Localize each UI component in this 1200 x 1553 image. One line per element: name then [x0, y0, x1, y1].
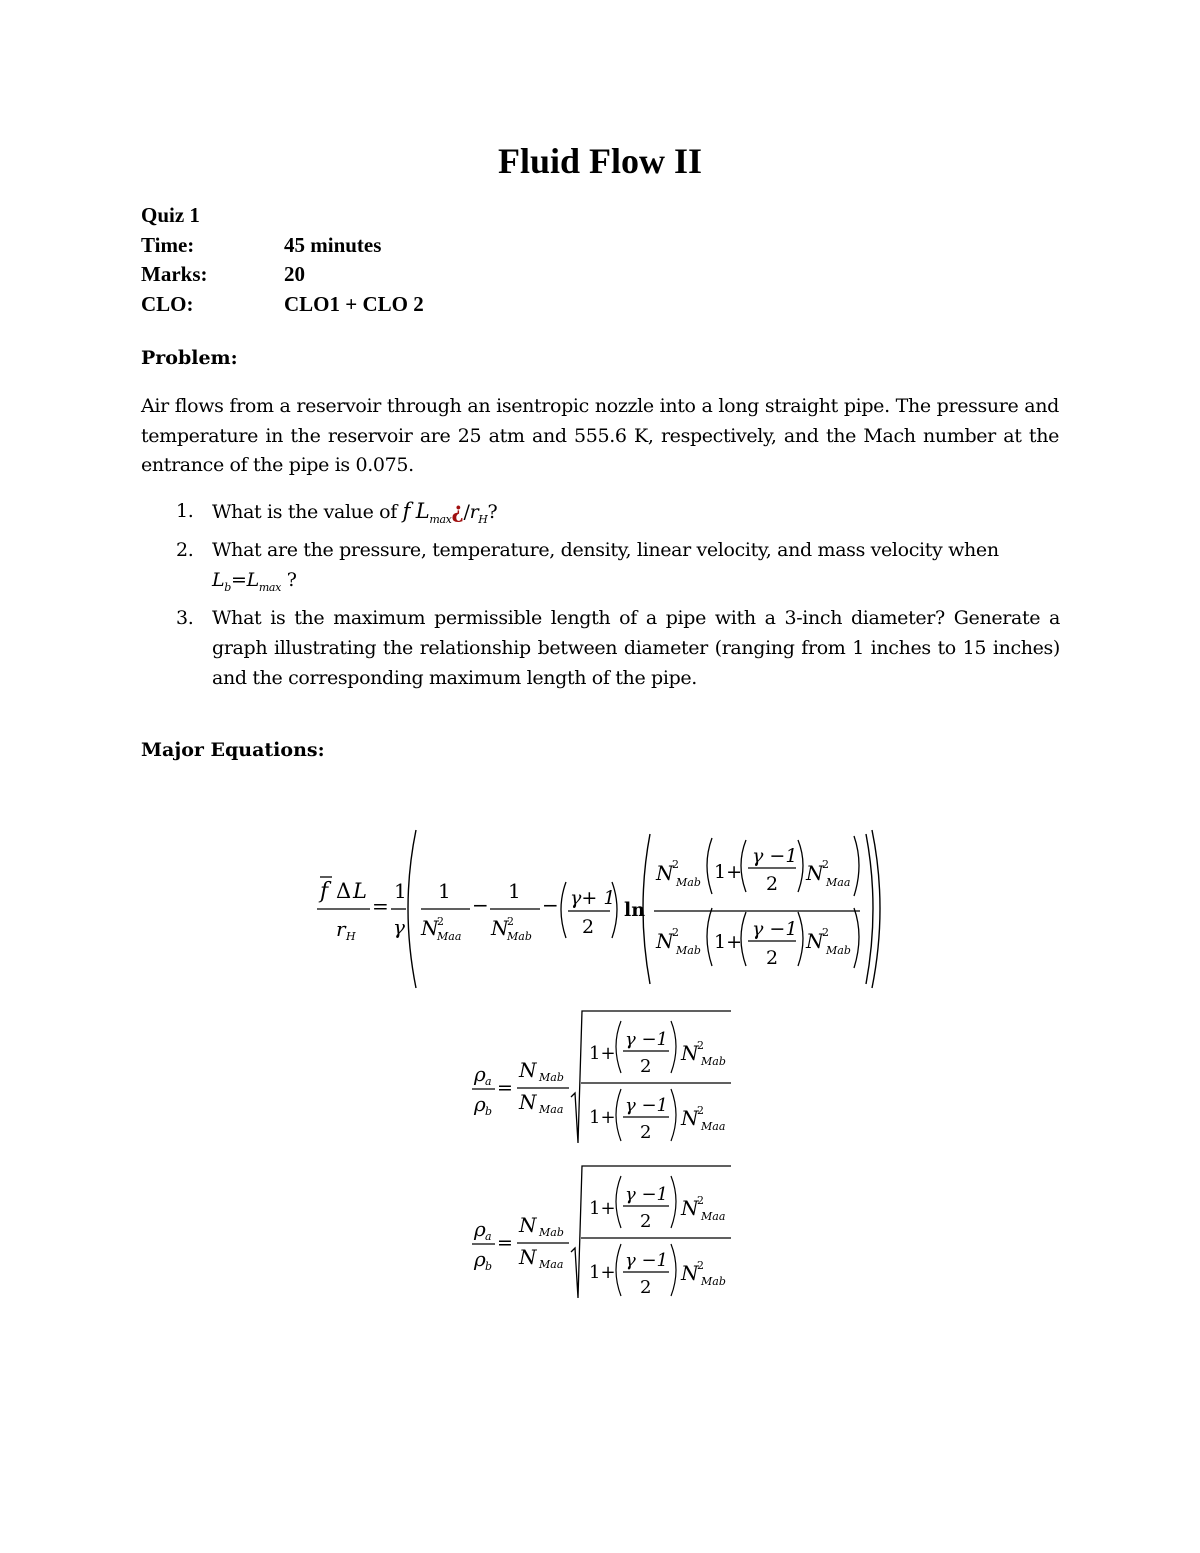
eq-sub-Mab: Mab — [507, 930, 532, 943]
eq-right-paren — [866, 834, 873, 984]
eq-N: N — [681, 1196, 699, 1220]
question-number: 2. — [176, 539, 194, 561]
eq-gamma-minus-1: γ −1 — [625, 1250, 669, 1271]
eq-two: 2 — [766, 873, 779, 895]
equation-density-ratio-1 — [465, 1005, 755, 1150]
question-3 — [170, 603, 1060, 693]
problem-heading: Problem: — [141, 347, 238, 369]
eq-left-paren — [616, 1176, 621, 1228]
eq-left-paren — [616, 1021, 621, 1073]
eq-two: 2 — [640, 1277, 652, 1298]
equations-heading: Major Equations: — [141, 739, 325, 761]
eq-sup-2: 2 — [697, 1259, 704, 1272]
equation-friction-length — [300, 820, 900, 1000]
eq-sup-2: 2 — [697, 1039, 704, 1052]
quiz-label: Quiz 1 — [141, 203, 200, 227]
math-L: L — [246, 569, 259, 591]
eq-sup-2: 2 — [822, 926, 829, 939]
math-L: L — [415, 499, 430, 523]
meta-row-time — [141, 231, 424, 261]
eq-delta: Δ — [336, 879, 352, 903]
eq-sup-2: 2 — [697, 1194, 704, 1207]
eq-sub-Maa: Maa — [701, 1120, 726, 1133]
meta-value: 45 minutes — [284, 232, 382, 257]
eq-N: N — [806, 861, 824, 885]
eq-one-plus: 1+ — [714, 931, 743, 953]
eq-left-paren — [707, 908, 712, 966]
eq-one-plus: 1+ — [589, 1107, 616, 1128]
eq-minus: − — [542, 893, 559, 917]
eq-sup-2: 2 — [822, 858, 829, 871]
eq-minus: − — [472, 893, 489, 917]
quiz-info — [141, 201, 424, 319]
equation-density-ratio-2 — [465, 1160, 755, 1305]
eq-right-paren — [854, 908, 859, 968]
question-number: 3. — [176, 607, 194, 629]
math-sub-H: H — [478, 513, 488, 526]
math-error-glyph: ¿ — [451, 498, 464, 523]
eq-sub-Maa: Maa — [701, 1210, 726, 1223]
question-2 — [170, 535, 1060, 603]
eq-one: 1 — [508, 879, 521, 903]
eq-two: 2 — [640, 1056, 652, 1077]
eq-two: 2 — [640, 1211, 652, 1232]
eq-r: r — [336, 917, 346, 941]
math-equals: = — [230, 569, 247, 591]
math-sub-max: max — [429, 513, 452, 526]
meta-row-marks — [141, 260, 424, 290]
eq-two: 2 — [640, 1122, 652, 1143]
eq-sub-Mab: Mab — [701, 1275, 726, 1288]
eq-sub-a: a — [485, 1230, 492, 1243]
eq-one-plus: 1+ — [714, 861, 743, 883]
eq-sub-Mab: Mab — [539, 1071, 564, 1084]
eq-N: N — [519, 1213, 537, 1237]
eq-left-paren — [707, 838, 712, 894]
eq-right-paren — [671, 1089, 676, 1141]
eq-gamma-minus-1: γ −1 — [625, 1095, 669, 1116]
eq-sub-a: a — [485, 1075, 492, 1088]
question-text: What is the value of — [212, 501, 403, 523]
eq-gamma-minus-1: γ −1 — [752, 845, 798, 867]
eq-N: N — [491, 916, 509, 940]
eq-sub-b: b — [485, 1260, 493, 1273]
eq-N: N — [421, 916, 439, 940]
eq-f: f — [320, 879, 329, 904]
eq-sub-Maa: Maa — [539, 1103, 564, 1116]
question-text: What are the pressure, temperature, density, linear velocity, and mass velocity when — [212, 539, 999, 561]
math-f: f — [402, 499, 411, 523]
eq-sub-Maa: Maa — [539, 1258, 564, 1271]
eq-sup-2: 2 — [672, 858, 679, 871]
eq-right-paren — [854, 836, 859, 896]
eq-sup-2: 2 — [672, 926, 679, 939]
eq-sub-H: H — [346, 930, 356, 943]
eq-left-paren — [561, 882, 566, 938]
eq-one-plus: 1+ — [589, 1262, 616, 1283]
eq-N: N — [656, 929, 674, 953]
eq-N: N — [681, 1106, 699, 1130]
eq-ln: ln — [624, 899, 646, 921]
eq-right-paren — [671, 1244, 676, 1296]
eq-left-paren — [616, 1089, 621, 1141]
eq-gamma: γ — [393, 915, 405, 939]
eq-left-paren — [616, 1244, 621, 1296]
page-title: Fluid Flow II — [497, 141, 703, 181]
question-text: What is the maximum permissible length of a pipe with a 3-inch diameter? Generate a graph illustrating the relationship between diameter (ranging from 1 inches to 15 inches) and the corresponding maximum length of the pipe. — [212, 607, 1060, 689]
eq-sub-Mab: Mab — [676, 876, 701, 889]
eq-gamma-minus-1: γ −1 — [625, 1184, 669, 1205]
eq-N: N — [681, 1261, 699, 1285]
eq-sup-2: 2 — [507, 915, 514, 928]
problem-statement: Air flows from a reservoir through an isentropic nozzle into a long straight pipe. The pressure and temperature in the reservoir are 25 atm and 555.6 K, respectively, and the Mach number at the entrance of the pipe is 0.075. — [141, 395, 1059, 476]
eq-N: N — [519, 1245, 537, 1269]
eq-rho: ρ — [474, 1217, 486, 1241]
meta-value: 20 — [284, 262, 305, 286]
question-1 — [170, 496, 1060, 535]
eq-two: 2 — [582, 916, 595, 938]
question-end: ? — [286, 569, 297, 591]
eq-one: 1 — [438, 879, 451, 903]
meta-label: CLO: — [141, 291, 194, 316]
question-end: ? — [487, 501, 498, 523]
math-sub-b: b — [224, 581, 231, 594]
math-L: L — [212, 569, 225, 591]
eq-N: N — [656, 861, 674, 885]
eq-gamma-minus-1: γ −1 — [752, 918, 798, 940]
meta-label: Marks: — [141, 262, 208, 286]
meta-label: Time: — [141, 232, 195, 257]
eq-N: N — [519, 1058, 537, 1082]
math-r: r — [469, 501, 479, 523]
eq-equals: = — [372, 894, 389, 918]
math-sub-max: max — [258, 581, 281, 594]
eq-left-paren — [408, 830, 416, 988]
eq-one-plus: 1+ — [589, 1198, 616, 1219]
eq-two: 2 — [766, 947, 779, 969]
eq-right-paren — [798, 912, 803, 966]
eq-N: N — [519, 1090, 537, 1114]
eq-rho: ρ — [474, 1062, 486, 1086]
eq-rho: ρ — [474, 1247, 486, 1271]
eq-N: N — [806, 929, 824, 953]
eq-gamma-minus-1: γ −1 — [625, 1029, 669, 1050]
eq-rho: ρ — [474, 1092, 486, 1116]
eq-right-paren — [671, 1021, 676, 1073]
eq-N: N — [681, 1041, 699, 1065]
eq-sup-2: 2 — [697, 1104, 704, 1117]
question-list — [170, 496, 1060, 693]
eq-sub-Mab: Mab — [826, 944, 851, 957]
meta-row-clo — [141, 290, 424, 320]
eq-equals: = — [497, 1232, 513, 1254]
eq-one: 1 — [394, 879, 407, 903]
eq-right-paren — [671, 1176, 676, 1228]
eq-right-paren — [798, 840, 803, 892]
eq-L: L — [353, 879, 367, 903]
math-slash: / — [463, 501, 470, 523]
meta-value: CLO1 + CLO 2 — [284, 291, 424, 316]
eq-sub-Mab: Mab — [676, 944, 701, 957]
eq-sub-Maa: Maa — [826, 876, 851, 889]
eq-sub-Maa: Maa — [437, 930, 462, 943]
eq-sub-b: b — [485, 1105, 493, 1118]
eq-sub-Mab: Mab — [539, 1226, 564, 1239]
eq-one-plus: 1+ — [589, 1043, 616, 1064]
eq-gamma-plus-1: γ+ 1 — [570, 887, 616, 909]
eq-equals: = — [497, 1077, 513, 1099]
eq-sub-Mab: Mab — [701, 1055, 726, 1068]
eq-sup-2: 2 — [437, 915, 444, 928]
question-number: 1. — [176, 500, 194, 522]
